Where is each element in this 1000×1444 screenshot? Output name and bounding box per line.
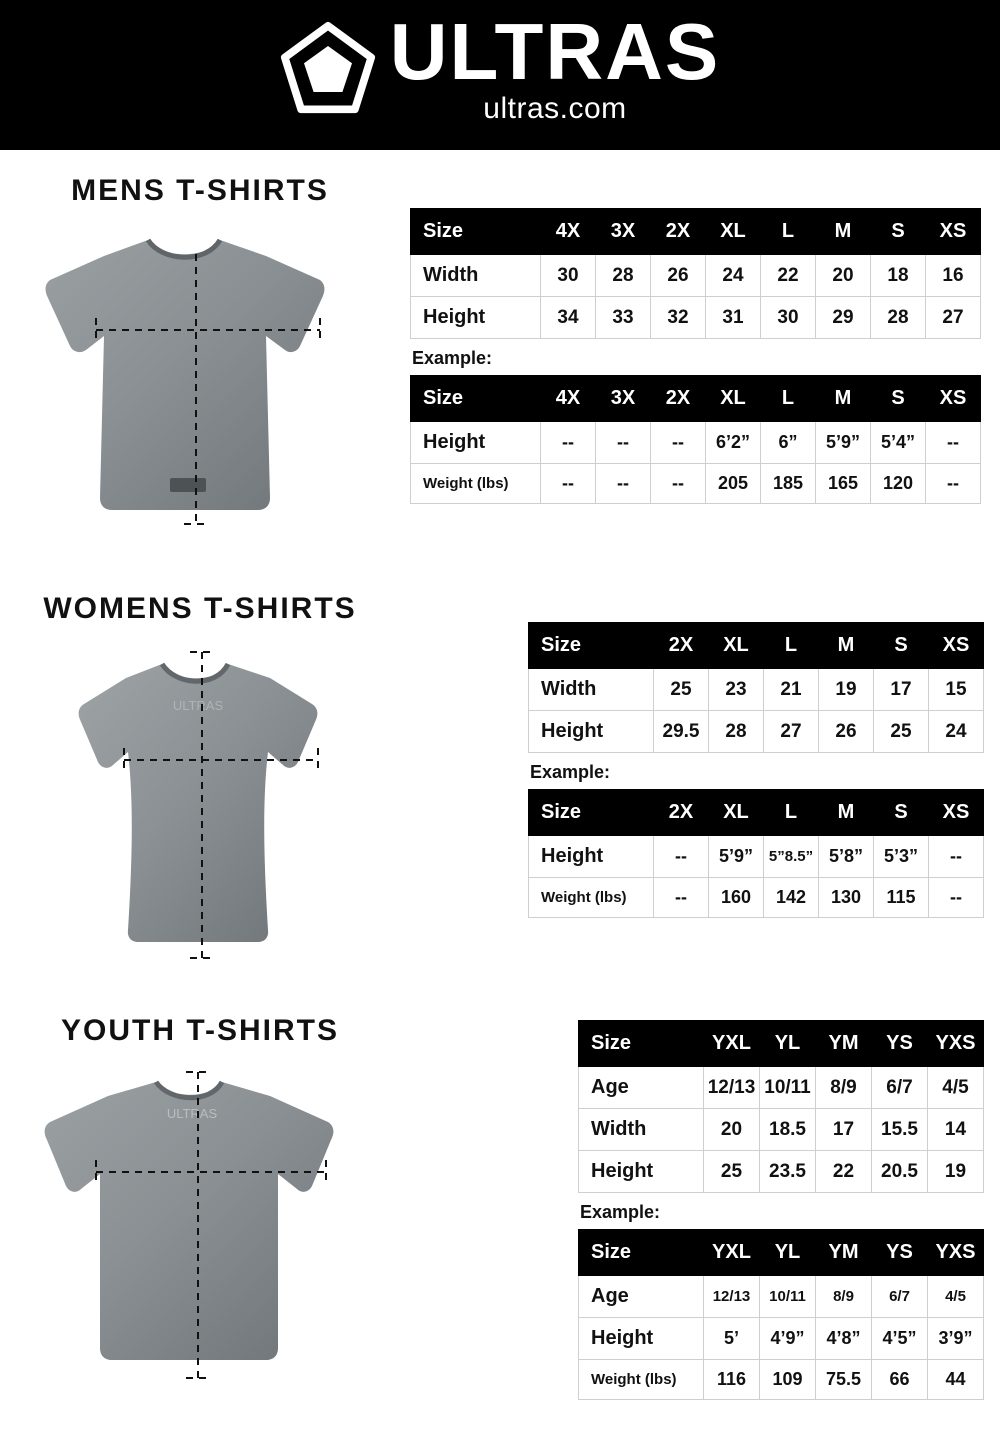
table-row xyxy=(411,422,981,464)
cell: -- xyxy=(596,464,651,504)
col-header: 3X xyxy=(596,376,651,422)
table-row xyxy=(529,878,984,918)
cell: 8/9 xyxy=(816,1067,872,1109)
table-header-row xyxy=(529,790,984,836)
youth-example-label: Example: xyxy=(580,1202,661,1222)
col-header: 2X xyxy=(651,376,706,422)
cell: 160 xyxy=(709,878,764,918)
cell: 15.5 xyxy=(872,1109,928,1151)
section-womens xyxy=(0,580,1000,1000)
cell: 33 xyxy=(596,297,651,339)
table-row xyxy=(411,464,981,504)
cell: 30 xyxy=(761,297,816,339)
col-header: 2X xyxy=(654,790,709,836)
cell: 185 xyxy=(761,464,816,504)
cell: 12/13 xyxy=(704,1276,760,1318)
svg-text:ULTRAS: ULTRAS xyxy=(166,1106,218,1121)
row-label: Height xyxy=(529,711,654,753)
col-header: YS xyxy=(872,1230,928,1276)
cell: 25 xyxy=(704,1151,760,1193)
col-header: YXS xyxy=(928,1021,984,1067)
cell: -- xyxy=(651,464,706,504)
col-header: Size xyxy=(579,1021,704,1067)
col-header: 2X xyxy=(654,623,709,669)
cell: 24 xyxy=(929,711,984,753)
cell: 16 xyxy=(926,255,981,297)
cell: 28 xyxy=(709,711,764,753)
col-header: Size xyxy=(579,1230,704,1276)
col-header: YM xyxy=(816,1021,872,1067)
table-row xyxy=(529,669,984,711)
row-label-text: Weight (lbs) xyxy=(423,474,509,492)
row-label: Width xyxy=(529,669,654,711)
cell: 12/13 xyxy=(704,1067,760,1109)
cell: 20 xyxy=(704,1109,760,1151)
brand-text xyxy=(389,6,721,125)
cell: 165 xyxy=(816,464,871,504)
cell: -- xyxy=(654,836,709,878)
row-label: Height xyxy=(579,1151,704,1193)
cell: 21 xyxy=(764,669,819,711)
brand-domain: ultras.com xyxy=(483,91,627,125)
womens-tshirt-illustration xyxy=(30,634,370,974)
cell: 22 xyxy=(761,255,816,297)
cell: 5’3” xyxy=(874,836,929,878)
cell: 26 xyxy=(819,711,874,753)
cell: 6/7 xyxy=(872,1067,928,1109)
cell: 17 xyxy=(816,1109,872,1151)
cell: 19 xyxy=(819,669,874,711)
row-label: Height xyxy=(579,1318,704,1360)
cell: 5’9” xyxy=(816,422,871,464)
section-mens xyxy=(0,150,1000,580)
col-header: XS xyxy=(926,209,981,255)
cell: 10/11 xyxy=(760,1276,816,1318)
row-label xyxy=(529,878,654,918)
womens-tables xyxy=(528,622,984,918)
row-label-text: Weight (lbs) xyxy=(541,888,627,906)
col-header: 2X xyxy=(651,209,706,255)
mens-section-title: MENS T-SHIRTS xyxy=(71,174,329,207)
col-header: XS xyxy=(929,623,984,669)
cell: 27 xyxy=(926,297,981,339)
womens-example-table xyxy=(528,789,984,918)
mens-shirt-column xyxy=(0,150,400,548)
youth-example-table xyxy=(578,1229,984,1400)
mens-tables xyxy=(410,208,981,504)
cell: 10/11 xyxy=(760,1067,816,1109)
col-header: Size xyxy=(411,376,541,422)
cell: 115 xyxy=(874,878,929,918)
row-label: Age xyxy=(579,1067,704,1109)
col-header: XS xyxy=(929,790,984,836)
col-header: YL xyxy=(760,1021,816,1067)
row-label: Height xyxy=(411,297,541,339)
col-header: M xyxy=(819,790,874,836)
table-row xyxy=(579,1360,984,1400)
cell: 24 xyxy=(706,255,761,297)
col-header: Size xyxy=(411,209,541,255)
cell: 5”8.5” xyxy=(764,836,819,878)
col-header: L xyxy=(764,623,819,669)
youth-section-title: YOUTH T-SHIRTS xyxy=(60,1014,339,1047)
col-header: Size xyxy=(529,790,654,836)
cell: 4/5 xyxy=(928,1067,984,1109)
cell: 29.5 xyxy=(654,711,709,753)
col-header: L xyxy=(761,376,816,422)
table-header-row xyxy=(579,1021,984,1067)
cell: -- xyxy=(651,422,706,464)
table-row xyxy=(529,836,984,878)
table-header-row xyxy=(529,623,984,669)
cell: 20 xyxy=(816,255,871,297)
section-youth xyxy=(0,1000,1000,1444)
cell: 8/9 xyxy=(816,1276,872,1318)
cell: 23 xyxy=(709,669,764,711)
col-header: 3X xyxy=(596,209,651,255)
table-row xyxy=(579,1109,984,1151)
col-header: YXL xyxy=(704,1021,760,1067)
cell: 130 xyxy=(819,878,874,918)
table-row xyxy=(579,1067,984,1109)
cell: 29 xyxy=(816,297,871,339)
cell: 6/7 xyxy=(872,1276,928,1318)
cell: 5’9” xyxy=(709,836,764,878)
row-label xyxy=(411,464,541,504)
col-header: 4X xyxy=(541,209,596,255)
cell: 66 xyxy=(872,1360,928,1400)
cell: 75.5 xyxy=(816,1360,872,1400)
cell: 205 xyxy=(706,464,761,504)
cell: 17 xyxy=(874,669,929,711)
cell: 109 xyxy=(760,1360,816,1400)
cell: -- xyxy=(929,836,984,878)
col-header: XL xyxy=(709,790,764,836)
col-header: S xyxy=(874,790,929,836)
cell: 28 xyxy=(871,297,926,339)
col-header: YM xyxy=(816,1230,872,1276)
col-header: M xyxy=(816,209,871,255)
youth-size-table xyxy=(578,1020,984,1193)
brand-name: ULTRAS xyxy=(389,6,721,96)
col-header: XS xyxy=(926,376,981,422)
cell: 6” xyxy=(761,422,816,464)
mens-size-table xyxy=(410,208,981,339)
col-header: 4X xyxy=(541,376,596,422)
table-header-row xyxy=(411,209,981,255)
cell: 30 xyxy=(541,255,596,297)
cell: 5’ xyxy=(704,1318,760,1360)
pentagon-logo-icon xyxy=(280,21,376,117)
col-header: XL xyxy=(706,376,761,422)
cell: 34 xyxy=(541,297,596,339)
col-header: M xyxy=(819,623,874,669)
col-header: YL xyxy=(760,1230,816,1276)
womens-shirt-column xyxy=(0,580,400,974)
cell: 27 xyxy=(764,711,819,753)
page-header xyxy=(0,0,1000,150)
cell: 18.5 xyxy=(760,1109,816,1151)
cell: -- xyxy=(926,422,981,464)
cell: 14 xyxy=(928,1109,984,1151)
cell: 19 xyxy=(928,1151,984,1193)
table-row xyxy=(411,255,981,297)
cell: -- xyxy=(596,422,651,464)
cell: 5’8” xyxy=(819,836,874,878)
mens-example-label: Example: xyxy=(412,348,493,368)
row-label: Width xyxy=(411,255,541,297)
col-header: M xyxy=(816,376,871,422)
col-header: S xyxy=(871,376,926,422)
col-header: YS xyxy=(872,1021,928,1067)
cell: -- xyxy=(929,878,984,918)
cell: 142 xyxy=(764,878,819,918)
col-header: L xyxy=(761,209,816,255)
cell: 4/5 xyxy=(928,1276,984,1318)
cell: -- xyxy=(926,464,981,504)
svg-text:ULTRAS: ULTRAS xyxy=(172,698,224,713)
table-header-row xyxy=(411,376,981,422)
cell: 25 xyxy=(874,711,929,753)
table-row xyxy=(579,1318,984,1360)
cell: 23.5 xyxy=(760,1151,816,1193)
cell: 26 xyxy=(651,255,706,297)
youth-shirt-column xyxy=(0,1000,400,1390)
womens-example-label: Example: xyxy=(530,762,611,782)
col-header: S xyxy=(871,209,926,255)
col-header: YXS xyxy=(928,1230,984,1276)
cell: 120 xyxy=(871,464,926,504)
mens-tshirt-illustration xyxy=(20,218,380,548)
table-header-row xyxy=(579,1230,984,1276)
cell: -- xyxy=(654,878,709,918)
mens-example-table xyxy=(410,375,981,504)
cell: 32 xyxy=(651,297,706,339)
cell: 3’9” xyxy=(928,1318,984,1360)
col-header: XL xyxy=(709,623,764,669)
cell: 5’4” xyxy=(871,422,926,464)
youth-tables xyxy=(578,1020,984,1400)
cell: 22 xyxy=(816,1151,872,1193)
cell: 44 xyxy=(928,1360,984,1400)
cell: 28 xyxy=(596,255,651,297)
brand-lockup xyxy=(280,6,721,125)
table-row xyxy=(579,1276,984,1318)
cell: 4’9” xyxy=(760,1318,816,1360)
col-header: L xyxy=(764,790,819,836)
cell: 116 xyxy=(704,1360,760,1400)
cell: 20.5 xyxy=(872,1151,928,1193)
cell: 31 xyxy=(706,297,761,339)
row-label: Width xyxy=(579,1109,704,1151)
col-header: Size xyxy=(529,623,654,669)
cell: 15 xyxy=(929,669,984,711)
cell: -- xyxy=(541,422,596,464)
youth-tshirt-illustration xyxy=(20,1060,380,1390)
cell: 25 xyxy=(654,669,709,711)
table-row xyxy=(579,1151,984,1193)
table-row xyxy=(411,297,981,339)
col-header: XL xyxy=(706,209,761,255)
row-label-text: Weight (lbs) xyxy=(591,1370,677,1388)
row-label xyxy=(579,1360,704,1400)
row-label: Height xyxy=(411,422,541,464)
table-row xyxy=(529,711,984,753)
col-header: S xyxy=(874,623,929,669)
row-label: Height xyxy=(529,836,654,878)
womens-size-table xyxy=(528,622,984,753)
cell: 4’5” xyxy=(872,1318,928,1360)
cell: 18 xyxy=(871,255,926,297)
col-header: YXL xyxy=(704,1230,760,1276)
cell: 6’2” xyxy=(706,422,761,464)
womens-section-title: WOMENS T-SHIRTS xyxy=(43,592,357,625)
cell: 4’8” xyxy=(816,1318,872,1360)
cell: -- xyxy=(541,464,596,504)
row-label: Age xyxy=(579,1276,704,1318)
